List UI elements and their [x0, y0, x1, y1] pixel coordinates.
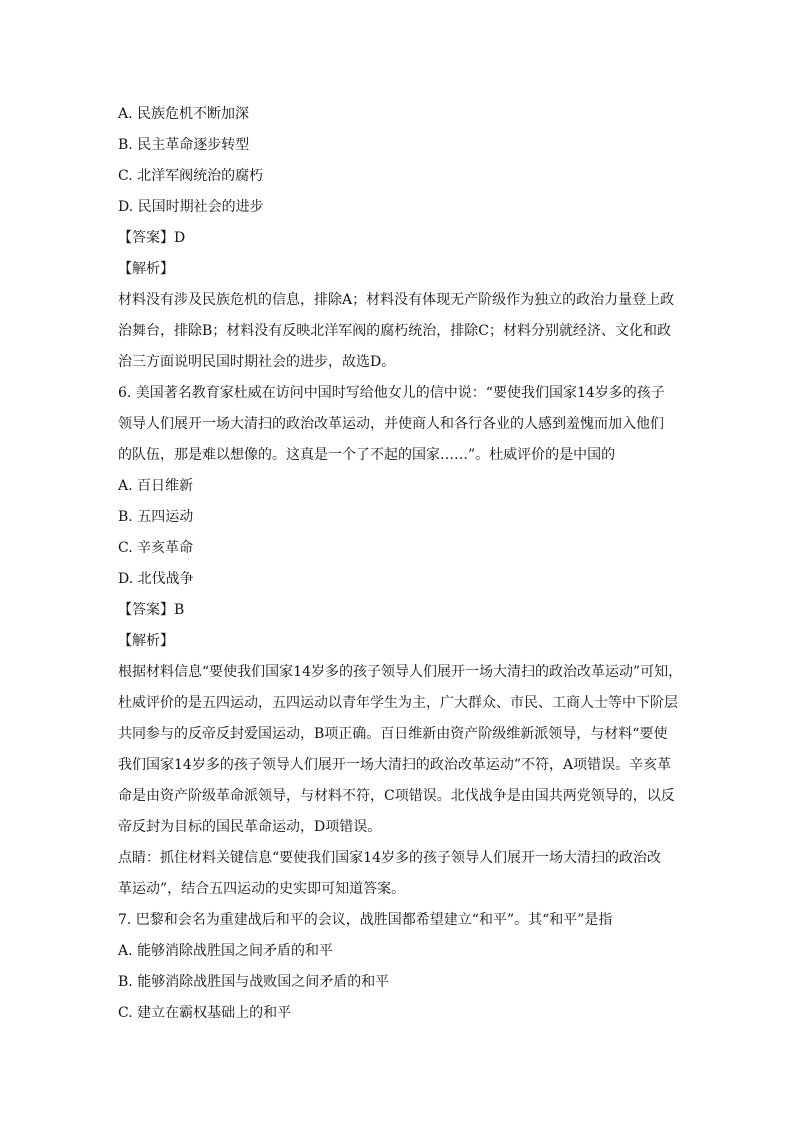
q6-option-d: D. 北伐战争 — [118, 571, 194, 587]
q6-option-a: A. 百日维新 — [118, 478, 194, 494]
q5-option-a: A. 民族危机不断加深 — [118, 106, 250, 122]
q5-answer: 【答案】D — [118, 230, 186, 246]
q6-stem — [118, 378, 678, 471]
q6-stem-line: 的队伍，那是难以想像的。这真是一个了不起的国家……”。杜威评价的是中国的 — [118, 447, 616, 463]
q6-analysis-line: 杜威评价的是五四运动，五四运动以青年学生为主，广大群众、市民、工商人士等中下阶层 — [118, 695, 678, 711]
q5-analysis-line: 治舞台，排除B；材料没有反映北洋军阀的腐朽统治，排除C；材料分别就经济、文化和政 — [118, 323, 671, 339]
q7-options — [118, 936, 678, 1029]
q6-options — [118, 471, 678, 595]
q6-stem-line: 领导人们展开一场大清扫的政治改革运动，并使商人和各行各业的人感到羞愧而加入他们 — [118, 416, 664, 432]
q5-options — [118, 99, 678, 223]
q5-analysis-line: 材料没有涉及民族危机的信息，排除A；材料没有体现无产阶级作为独立的政治力量登上政 — [118, 292, 675, 308]
q6-analysis-label: 【解析】 — [118, 633, 174, 649]
q6-analysis-line: 根据材料信息“要使我们国家14岁多的孩子领导人们展开一场大清扫的政治改革运动”可知， — [118, 664, 683, 680]
q6-tip-line: 点睛：抓住材料关键信息“要使我们国家14岁多的孩子领导人们展开一场大清扫的政治改 — [118, 850, 661, 866]
q6-answer: 【答案】B — [118, 602, 185, 618]
q6-analysis-line: 共同参与的反帝反封爱国运动，B项正确。百日维新由资产阶级维新派领导，与材料“要使 — [118, 726, 668, 742]
q6-option-b: B. 五四运动 — [118, 509, 194, 525]
document-page — [118, 99, 683, 1029]
q5-analysis-label: 【解析】 — [118, 261, 174, 277]
q6-option-c: C. 辛亥革命 — [118, 540, 194, 556]
q6-tip-line: 革运动”，结合五四运动的史实即可知道答案。 — [118, 881, 406, 897]
q6-analysis-line: 我们国家14岁多的孩子领导人们展开一场大清扫的政治改革运动”不符，A项错误。辛亥革 — [118, 757, 672, 773]
q6-tip — [118, 843, 678, 905]
q5-option-b: B. 民主革命逐步转型 — [118, 137, 250, 153]
q7-option-b: B. 能够消除战胜国与战败国之间矛盾的和平 — [118, 974, 390, 990]
q6-analysis — [118, 657, 683, 843]
q6-stem-line: 6. 美国著名教育家杜威在访问中国时写给他女儿的信中说：“要使我们国家14岁多的孩子 — [118, 385, 665, 401]
q5-analysis-line: 治三方面说明民国时期社会的进步，故选D。 — [118, 354, 396, 370]
q5-analysis — [118, 285, 678, 378]
q6-analysis-line: 命是由资产阶级革命派领导，与材料不符，C项错误。北伐战争是由国共两党领导的，以反 — [118, 788, 675, 804]
q7-stem — [118, 905, 678, 936]
q5-option-c: C. 北洋军阀统治的腐朽 — [118, 168, 264, 184]
q7-option-a: A. 能够消除战胜国之间矛盾的和平 — [118, 943, 334, 959]
q7-option-c: C. 建立在霸权基础上的和平 — [118, 1005, 292, 1021]
q5-option-d: D. 民国时期社会的进步 — [118, 199, 264, 215]
q7-stem-line: 7. 巴黎和会名为重建战后和平的会议，战胜国都希望建立“和平”。其“和平”是指 — [118, 912, 613, 928]
q6-analysis-line: 帝反封为目标的国民革命运动，D项错误。 — [118, 819, 382, 835]
